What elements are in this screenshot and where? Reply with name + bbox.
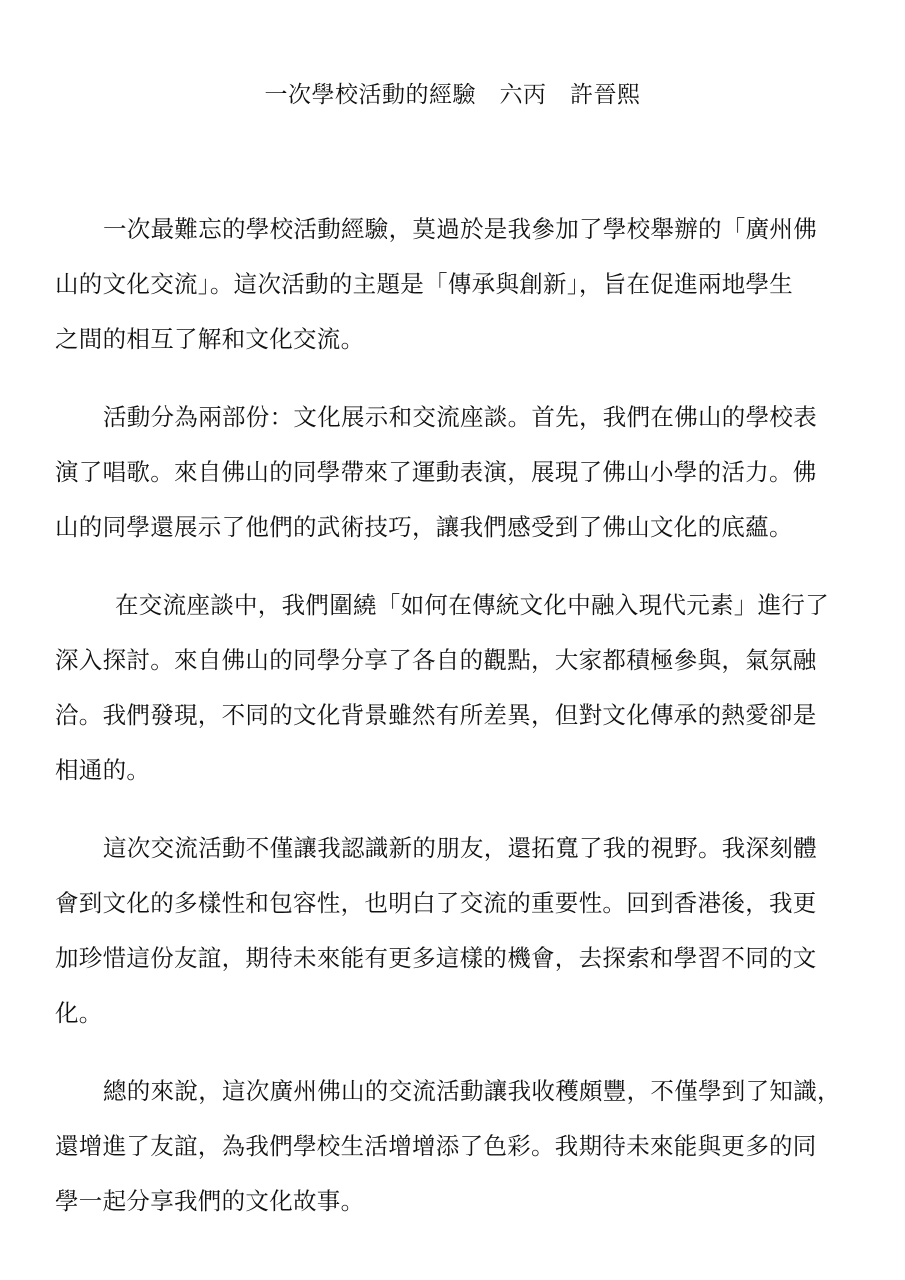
essay-title: 一次學校活動的經驗 六丙 許晉熙 [264,82,641,108]
paragraph-line: 總的來說，這次廣州佛山的交流活動讓我收穫頗豐，不僅學到了知識， [103,1077,841,1105]
paragraph-2 [55,390,855,555]
paragraph-line: 深入探討。來自佛山的同學分享了各自的觀點，大家都積極參與，氣氛融 [55,646,817,674]
paragraph-line: 山的文化交流」。這次活動的主題是「傳承與創新」，旨在促進兩地學生 [55,270,794,298]
paragraph-5 [55,1064,855,1229]
paragraph-line: 之間的相互了解和文化交流。 [55,325,365,353]
paragraph-line: 相通的。 [55,756,151,784]
essay-body [55,202,855,1252]
paragraph-line: 學一起分享我們的文化故事。 [55,1187,365,1215]
paragraph-1 [55,202,855,367]
paragraph-line: 演了唱歌。來自佛山的同學帶來了運動表演，展現了佛山小學的活力。佛 [55,458,817,486]
paragraph-4 [55,821,855,1041]
paragraph-line: 山的同學還展示了他們的武術技巧，讓我們感受到了佛山文化的底蘊。 [55,513,793,541]
paragraph-line: 這次交流活動不僅讓我認識新的朋友，還拓寬了我的視野。我深刻體 [103,834,817,862]
paragraph-line: 在交流座談中，我們圍繞「如何在傳統文化中融入現代元素」進行了 [115,591,829,619]
paragraph-line: 活動分為兩部份：文化展示和交流座談。首先，我們在佛山的學校表 [103,403,817,431]
paragraph-line: 加珍惜這份友誼，期待未來能有更多這樣的機會，去探索和學習不同的文 [55,944,817,972]
paragraph-line: 一次最難忘的學校活動經驗，莫過於是我參加了學校舉辦的「廣州佛 [103,215,817,243]
paragraph-line: 洽。我們發現，不同的文化背景雖然有所差異，但對文化傳承的熱愛卻是 [55,701,817,729]
paragraph-line: 化。 [55,999,103,1027]
paragraph-line: 會到文化的多樣性和包容性，也明白了交流的重要性。回到香港後，我更 [55,889,817,917]
paragraph-3 [55,578,855,798]
paragraph-line: 還增進了友誼，為我們學校生活增增添了色彩。我期待未來能與更多的同 [55,1132,817,1160]
